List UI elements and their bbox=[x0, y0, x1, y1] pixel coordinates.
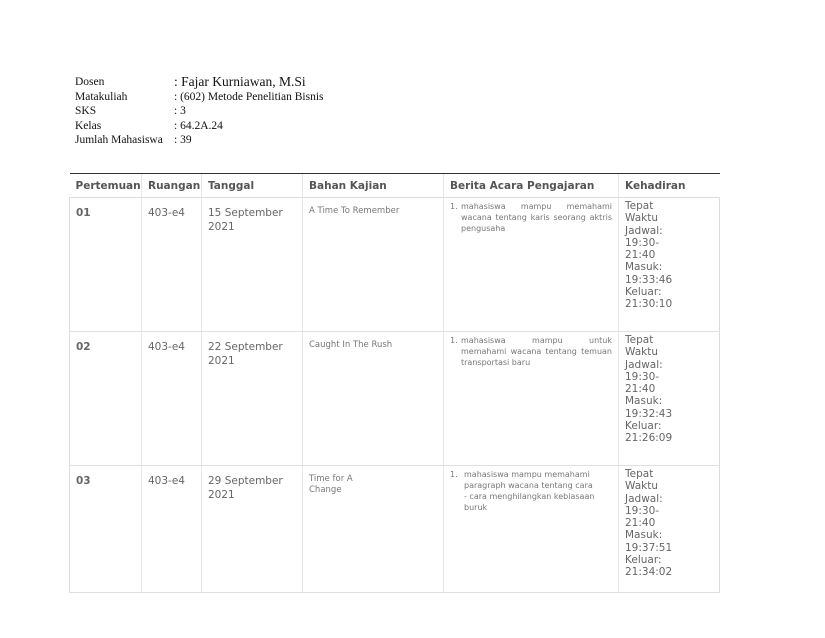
tanggal-cell: 29 September 2021 bbox=[208, 475, 283, 501]
header-tanggal: Tanggal bbox=[202, 174, 303, 198]
info-row-kelas bbox=[75, 119, 323, 134]
table-row bbox=[70, 198, 720, 332]
header-bahan-kajian: Bahan Kajian bbox=[303, 174, 444, 198]
list-number: 1. bbox=[450, 202, 458, 211]
info-label: Matakuliah bbox=[75, 90, 128, 103]
bahan-kajian-cell: Time for A Change bbox=[309, 474, 353, 495]
info-row-matakuliah bbox=[75, 90, 323, 105]
info-value: : (602) Metode Penelitian Bisnis bbox=[174, 90, 324, 103]
tanggal-cell: 22 September 2021 bbox=[208, 341, 283, 367]
info-label: Dosen bbox=[75, 76, 105, 88]
ruangan-cell: 403-e4 bbox=[148, 207, 185, 219]
info-value: : 64.2A.24 bbox=[174, 119, 223, 132]
berita-acara-cell bbox=[450, 198, 612, 234]
info-value: : Fajar Kurniawan, M.Si bbox=[174, 74, 306, 89]
list-number: 1. bbox=[450, 336, 458, 345]
berita-acara-text: mahasiswa mampu memahami paragraph wacana tentang cara - cara menghilangkan kebiasaan buruk bbox=[464, 470, 595, 512]
info-value: : 3 bbox=[174, 105, 186, 117]
attendance-table bbox=[69, 173, 720, 593]
header-kehadiran: Kehadiran bbox=[619, 174, 720, 198]
kehadiran-cell: Tepat Waktu Jadwal: 19:30- 21:40 Masuk: 19:37:51 Keluar: 21:34:02 bbox=[625, 468, 673, 579]
info-row-dosen bbox=[75, 75, 323, 90]
pertemuan-cell: 01 bbox=[76, 207, 91, 219]
tanggal-cell: 15 September 2021 bbox=[208, 207, 283, 233]
berita-acara-cell bbox=[450, 332, 612, 368]
header-berita-acara: Berita Acara Pengajaran bbox=[444, 174, 619, 198]
info-label: Kelas bbox=[75, 119, 102, 132]
header-pertemuan: Pertemuan bbox=[70, 174, 142, 198]
list-number: 1. bbox=[450, 470, 458, 479]
info-value: : 39 bbox=[174, 134, 192, 146]
kehadiran-cell: Tepat Waktu Jadwal: 19:30- 21:40 Masuk: 19:32:43 Keluar: 21:26:09 bbox=[625, 334, 673, 445]
table-header-row bbox=[70, 174, 720, 198]
table-row bbox=[70, 466, 720, 593]
pertemuan-cell: 03 bbox=[76, 475, 91, 487]
berita-acara-text: mahasiswa mampu memahami wacana tentang karis seorang aktris pengusaha bbox=[461, 202, 612, 233]
ruangan-cell: 403-e4 bbox=[148, 475, 185, 487]
ruangan-cell: 403-e4 bbox=[148, 341, 185, 353]
kehadiran-cell: Tepat Waktu Jadwal: 19:30- 21:40 Masuk: 19:33:46 Keluar: 21:30:10 bbox=[625, 200, 673, 311]
pertemuan-cell: 02 bbox=[76, 341, 91, 353]
bahan-kajian-cell: Caught In The Rush bbox=[309, 340, 393, 350]
info-label: Jumlah Mahasiswa bbox=[75, 134, 163, 146]
berita-acara-cell bbox=[450, 466, 612, 513]
header-ruangan: Ruangan bbox=[142, 174, 202, 198]
info-row-sks bbox=[75, 104, 323, 119]
table-row bbox=[70, 332, 720, 466]
bahan-kajian-cell: A Time To Remember bbox=[309, 206, 400, 216]
berita-acara-text: mahasiswa mampu untuk memahami wacana tentang temuan transportasi baru bbox=[461, 336, 612, 367]
info-row-jumlah bbox=[75, 133, 323, 148]
course-info bbox=[75, 75, 323, 148]
info-label: SKS bbox=[75, 105, 97, 117]
